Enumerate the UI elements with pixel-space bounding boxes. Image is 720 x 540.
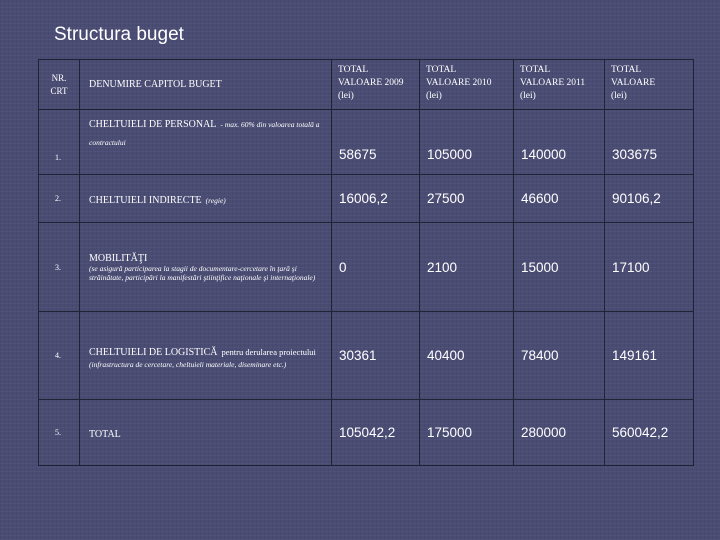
header-total-unit: (lei) [611, 91, 627, 101]
value-total: 303675 [605, 110, 694, 175]
chapter-name-cell [80, 223, 332, 312]
header-total-year: VALOARE 2009 [338, 78, 404, 88]
header-chapter-name: DENUMIRE CAPITOL BUGET [80, 60, 332, 110]
row-number: 4. [39, 312, 80, 400]
value-total: 90106,2 [605, 175, 694, 223]
value-total: 17100 [605, 223, 694, 312]
chapter-title-suffix: pentru derularea proiectului [221, 347, 316, 357]
header-nr-line-1: NR. [51, 72, 67, 83]
value-2011: 78400 [514, 312, 605, 400]
row-number: 3. [39, 223, 80, 312]
header-nr-line-2: CRT [50, 85, 68, 96]
header-nr-crt [39, 60, 80, 110]
header-total-year: VALOARE 2010 [426, 78, 492, 88]
chapter-title: CHELTUIELI DE LOGISTICĂ [89, 347, 218, 358]
row-number: 1. [39, 110, 80, 175]
header-total-2009 [332, 60, 420, 110]
chapter-note: (se asigură participarea la stagii de documentare-cercetare în ţară şi străinătate, participări la manifestări ştiinţifice naţionale şi internaţionale) [89, 263, 316, 282]
value-2010: 2100 [420, 223, 514, 312]
header-total-label: TOTAL [611, 65, 642, 75]
value-2011: 280000 [514, 400, 605, 466]
table-row [39, 400, 694, 466]
header-total-unit: (lei) [338, 91, 354, 101]
value-2009: 30361 [332, 312, 420, 400]
value-2010: 40400 [420, 312, 514, 400]
table-row [39, 223, 694, 312]
value-2011: 46600 [514, 175, 605, 223]
value-2010: 175000 [420, 400, 514, 466]
value-2010: 105000 [420, 110, 514, 175]
value-2010: 27500 [420, 175, 514, 223]
header-total-label: TOTAL [338, 65, 369, 75]
chapter-note: (regie) [205, 195, 226, 205]
chapter-heading [89, 342, 325, 360]
header-total-overall [605, 60, 694, 110]
header-total-2010 [420, 60, 514, 110]
value-2009: 58675 [332, 110, 420, 175]
chapter-title: TOTAL [89, 428, 121, 440]
budget-table [38, 59, 694, 466]
page-title: Structura buget [54, 24, 184, 45]
table-row [39, 175, 694, 223]
chapter-note: (infrastructura de cercetare, cheltuieli materiale, diseminare etc.) [89, 360, 287, 369]
table-row [39, 312, 694, 400]
chapter-name-cell [80, 312, 332, 400]
header-total-label: TOTAL [426, 65, 457, 75]
value-2011: 15000 [514, 223, 605, 312]
header-total-year: VALOARE [611, 78, 656, 88]
row-number: 2. [39, 175, 80, 223]
chapter-title: MOBILITĂŢI [89, 252, 148, 264]
row-number: 5. [39, 400, 80, 466]
value-2009: 0 [332, 223, 420, 312]
header-total-unit: (lei) [426, 91, 442, 101]
value-total: 560042,2 [605, 400, 694, 466]
chapter-title: CHELTUIELI INDIRECTE [89, 194, 202, 206]
chapter-name-cell [80, 175, 332, 223]
chapter-name-cell [80, 400, 332, 466]
header-row [39, 60, 694, 110]
header-total-unit: (lei) [520, 91, 536, 101]
value-total: 149161 [605, 312, 694, 400]
header-total-year: VALOARE 2011 [520, 78, 586, 88]
header-total-label: TOTAL [520, 65, 551, 75]
chapter-note: - max. 60% din valoarea totală a contractului [89, 120, 320, 147]
value-2009: 105042,2 [332, 400, 420, 466]
value-2011: 140000 [514, 110, 605, 175]
header-total-2011 [514, 60, 605, 110]
chapter-title: CHELTUIELI DE PERSONAL [89, 119, 217, 130]
value-2009: 16006,2 [332, 175, 420, 223]
chapter-name-cell [80, 110, 332, 175]
table-row [39, 110, 694, 175]
